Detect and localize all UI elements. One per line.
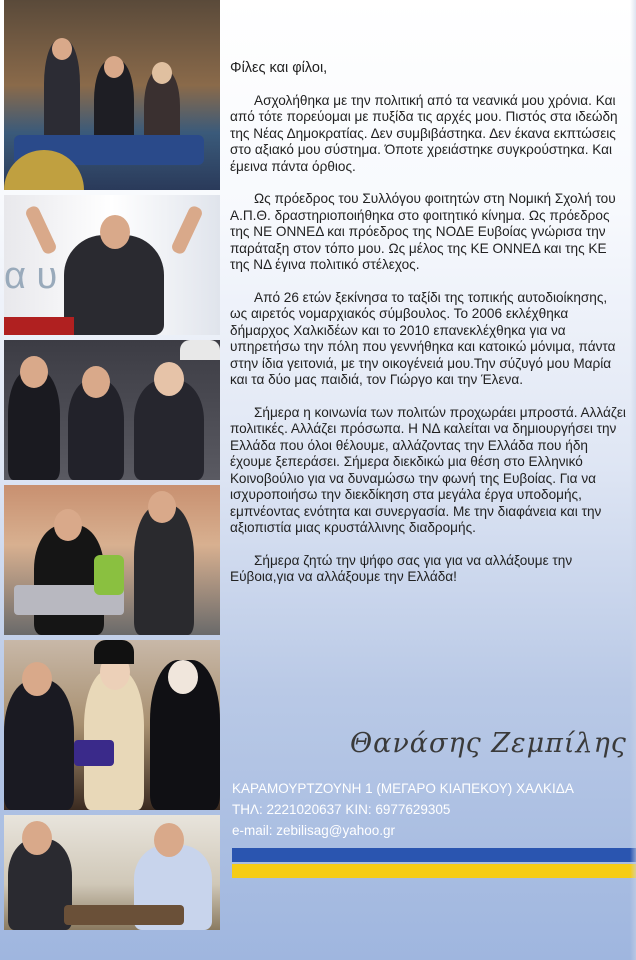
officials-photo — [4, 340, 220, 480]
contact-phone: ΤΗΛ: 2221020637 ΚΙΝ: 6977629305 — [232, 802, 451, 817]
meeting-photo — [4, 815, 220, 930]
page-edge-shadow — [630, 0, 636, 960]
letter-greeting: Φίλες και φίλοι, — [230, 60, 328, 76]
contact-email[interactable]: e-mail: zebilisag@yahoo.gr — [232, 823, 396, 838]
signature: Θανάσης Ζεμπίλης — [350, 728, 627, 759]
contact-block — [232, 778, 574, 841]
clergy-photo — [4, 640, 220, 810]
letter-paragraph: Σήμερα η κοινωνία των πολιτών προχωράει μπροστά. Αλλάζει πολιτικές. Αλλάζει πρόσωπα. Η ΝΔ καλείται να δημιουργήσει την Ελλάδα που όλοι θέλουμε, αλλάζοντας την Ελλάδα που ήδη έχουμε ξεπεράσει. Σήμερα διεκδικώ μια θέση στο Ελληνικό Κοινοβούλιο για να δυναμώσω την φωνή της Ευβοίας. Για να ισχυροποιήσω την διεκδίκηση στα μεγάλα έργα υποδομής, εμπνέοντας ενότητα και συνεργασία. Με την διαφάνεια και την αξιοπιστία μιας κρυστάλλινης διαδρομής. — [230, 404, 626, 535]
flag-stripe-yellow — [232, 864, 636, 878]
contact-address: ΚΑΡΑΜΟΥΡΤΖΟΥΝΗ 1 (ΜΕΓΑΡΟ ΚΙΑΠΕΚΟΥ) ΧΑΛΚΙΔΑ — [232, 781, 574, 796]
market-photo — [4, 485, 220, 635]
flag-stripe-blue — [232, 848, 636, 862]
letter-paragraph: Ασχολήθηκα με την πολιτική από τα νεανικά μου χρόνια. Και από τότε πορεύομαι με πυξίδα τις αρχές μου. Πιστός στα ιδεώδη της Νέας Δημοκρατίας. Δεν συμβιβάστηκα. Δεν έκανα εκπτώσεις στο αξιακό μου σύστημα. Όποτε χρειάστηκε συγκρούστηκα. Και έμεινα πάντα όρθιος. — [230, 92, 618, 174]
speech-photo: α υ — [4, 195, 220, 335]
letter-paragraph: Από 26 ετών ξεκίνησα το ταξίδι της τοπικής αυτοδιοίκησης, ως αιρετός νομαρχιακός σύμβουλος. Το 2006 εκλέχθηκα δήμαρχος Χαλκιδέων και το 2010 επανεκλέχθηκα για να υπηρετήσω την πόλη που γεννήθηκα και κατοικώ μόνιμα, πάντα στην ίδια γειτονιά, με την οικογένειά μου.Την σύζυγό μου Μαρία και τα δύο μας παιδιά, τον Γιώργο και την Έλενα. — [230, 289, 616, 387]
letter-paragraph: Ως πρόεδρος του Συλλόγου φοιτητών στη Νομική Σχολή του Α.Π.Θ. δραστηριοποιήθηκα στο φοιτητικό κίνημα. Ως πρόεδρος της ΝΕ ΟΝΝΕΔ και πρόεδρος της ΝΟΔΕ Ευβοίας γνώρισα την παράταξη στον τόπο μου. Ως μέλος της ΚΕ ΟΝΝΕΔ και της ΚΕ της ΝΔ έγινα πολιτικό στέλεχος. — [230, 191, 616, 272]
photo-collage — [4, 0, 220, 960]
ceremony-photo — [4, 0, 220, 190]
letter-body — [230, 60, 626, 602]
letter-paragraph: Σήμερα ζητώ την ψήφο σας για για να αλλάξουμε την Εύβοια,για να αλλάξουμε την Ελλάδα! — [230, 552, 573, 584]
